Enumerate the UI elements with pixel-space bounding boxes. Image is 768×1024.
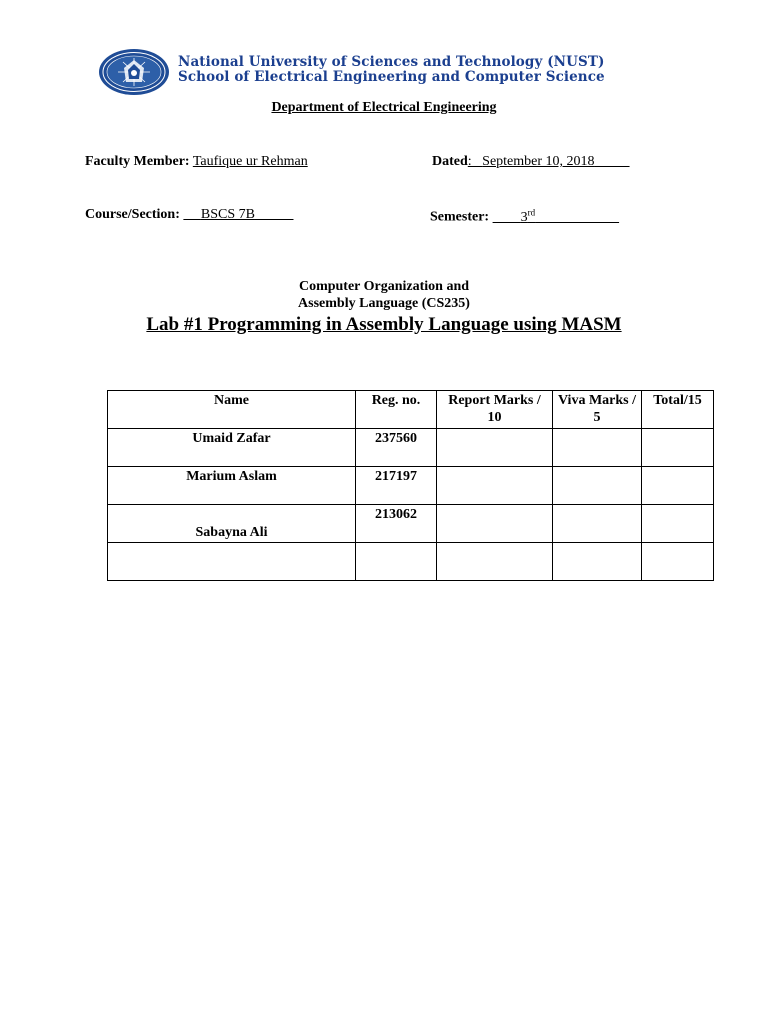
semester-label: Semester: (430, 209, 490, 225)
table-header-row (108, 391, 714, 429)
university-name: National University of Sciences and Technology (NUST) (178, 54, 605, 70)
nust-emblem-icon (98, 48, 170, 96)
student-reg-no: 213062 (356, 505, 437, 543)
table-row (108, 467, 714, 505)
total-cell[interactable] (642, 467, 714, 505)
header-report-marks: Report Marks / 10 (437, 391, 553, 429)
faculty-label: Faculty Member: (85, 154, 190, 169)
faculty-value: Taufique ur Rehman (192, 154, 308, 169)
semester-field (430, 207, 619, 226)
student-name: Marium Aslam (108, 467, 356, 505)
table-row (108, 543, 714, 581)
student-name: Sabayna Ali (108, 505, 356, 543)
student-reg-no: 217197 (356, 467, 437, 505)
total-cell[interactable] (642, 429, 714, 467)
viva-marks-cell[interactable] (553, 543, 642, 581)
student-reg-no[interactable] (356, 543, 437, 581)
student-reg-no: 237560 (356, 429, 437, 467)
course-section-field (85, 207, 293, 223)
course-section-value-wrapper (183, 207, 293, 222)
viva-marks-cell[interactable] (553, 429, 642, 467)
header-name: Name (108, 391, 356, 429)
faculty-field (85, 154, 308, 170)
student-name[interactable] (108, 543, 356, 581)
semester-suffix: rd (527, 207, 536, 217)
dated-label: Dated (432, 154, 468, 169)
course-section-value: BSCS 7B (200, 207, 255, 222)
total-cell[interactable] (642, 543, 714, 581)
header-reg-no: Reg. no. (356, 391, 437, 429)
header-total: Total/15 (642, 391, 714, 429)
semester-value-wrapper (493, 207, 620, 225)
department-heading: Department of Electrical Engineering (271, 100, 497, 115)
viva-marks-cell[interactable] (553, 467, 642, 505)
table-row (108, 505, 714, 543)
marks-table (107, 390, 714, 581)
course-section-label: Course/Section: (85, 207, 180, 222)
header-viva-marks: Viva Marks / 5 (553, 391, 642, 429)
dated-value-wrapper: : September 10, 2018 (467, 154, 595, 169)
report-marks-cell[interactable] (437, 543, 553, 581)
table-row (108, 429, 714, 467)
report-marks-cell[interactable] (437, 429, 553, 467)
total-cell[interactable] (642, 505, 714, 543)
dated-field (432, 154, 630, 170)
student-name: Umaid Zafar (108, 429, 356, 467)
lab-title: Lab #1 Programming in Assembly Language using MASM (146, 314, 622, 335)
report-marks-cell[interactable] (437, 467, 553, 505)
semester-value: 3 (520, 209, 528, 225)
course-name-line2: Assembly Language (CS235) (298, 296, 470, 311)
dated-value: September 10, 2018 (482, 154, 595, 169)
report-marks-cell[interactable] (437, 505, 553, 543)
school-name: School of Electrical Engineering and Computer Science (178, 69, 605, 85)
course-name-line1: Computer Organization and (298, 279, 470, 294)
viva-marks-cell[interactable] (553, 505, 642, 543)
